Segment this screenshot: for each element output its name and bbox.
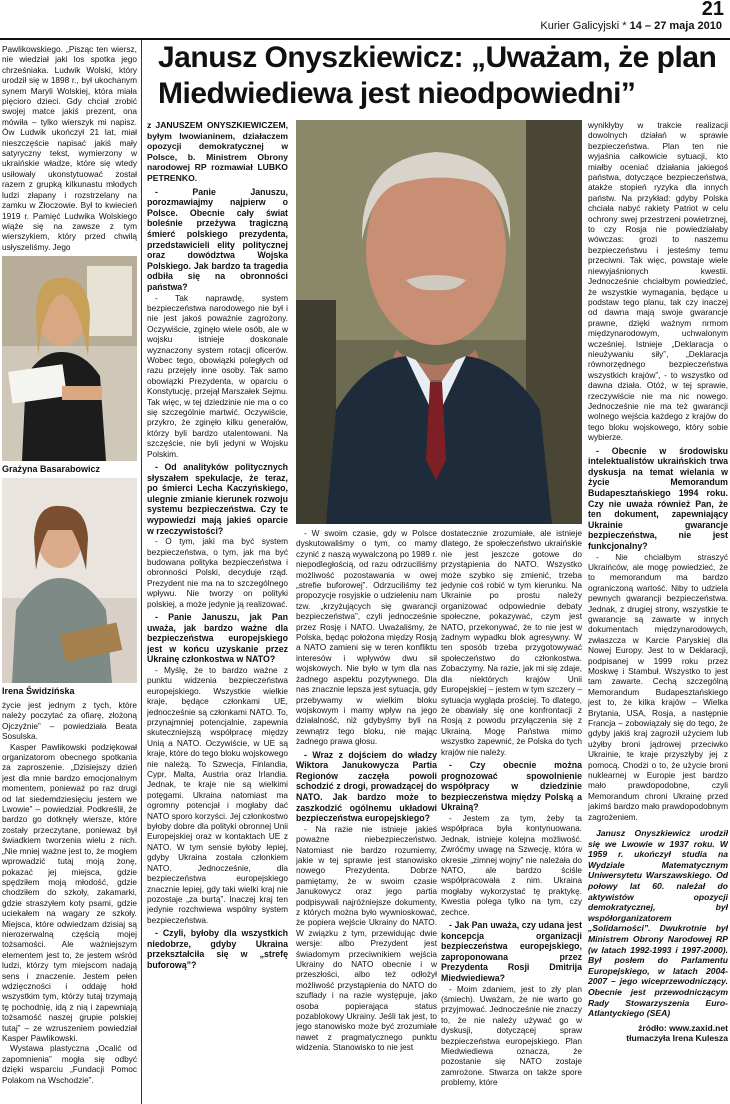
article-intro: z JANUSZEM ONYSZKIEWICZEM, byłym lwowianinem, działaczem opozycji demokratycznej w Polsce, b. Ministrem Obrony narodowej RP rozmawiał LUBKO PETRENKO.	[147, 120, 288, 183]
answer-7: - Moim zdaniem, jest to zły plan (śmiech). Uważam, że nie warto go przyjmować. Jednocześnie nie znaczy to, że nie należy używać go w dyskusji, dotyczącej spraw bezpieczeństwa europejskiego. Plan Miedwiediewa oznacza, że pozostanie się NATO zostaje zamrożone. Stwarza on także spore problemy, które	[441, 983, 582, 1088]
question-7: - Jak Pan uważa, czy udana jest koncepcja organizacji bezpieczeństwa europejskiego, zaproponowana przez Prezydenta Rosji Dmitrija Miedwiediewa?	[441, 919, 582, 983]
left-column-bottom	[2, 700, 137, 1104]
question-1: - Panie Januszu, porozmawiajmy najpierw o Polsce. Obecnie cały świat boleśnie przeżywa tragiczną śmierć polskiego prezydenta, przedstawicieli elity politycznej oraz dowództwa Wojska Polskiego. Jak bardzo ta tragedia odbiła się na obronności państwa?	[147, 186, 288, 292]
left-para-3: Kasper Pawlikowski podziękował organizatorom obecnego spotkania za zaproszenie. „Dzisiejszy dzień jest dla mnie bardzo emocjonalnym momentem, ponieważ po raz drugi od lat siedemdziesięciu jestem we Lwowie” – powiedział. Podkreślił, że bardzo go dotknęły wiersze, które zostały przeczytane, ponieważ był świadkiem tworzenia wielu z nich. „Nie mniej ważne jest to, że mogłem wprowadzić tutaj moją żonę, pokazać jej miejsca, gdzie spędziłem moją młodość, gdzie chodziłem do szkoły, zakamarki, gdzie straszyłem koty psami, gdzie uciekałem na wagary ze szkoły. Miejsca, które odwiedzam dzisiaj są nierozerwalną częścią mojej tożsamości. Ale ważniejszym elementem jest to, że jestem wśród ludzi, którzy tym miejscom nadają sens i znaczenie. Jestem pełen wdzięczności i oddaję hołd wszystkim tym, którzy tutaj trzymają tę pochodnię, idą z nią i zapewniają tożsamość naszej grupie polskiej tutaj” – ze wzruszeniem powiedział Kasper Pawlikowski.	[2, 741, 137, 1043]
author-bio: Janusz Onyszkiewicz urodził się we Lwowie w 1937 roku. W 1959 r. ukończył studia na Wydziale Matematycznym Uniwersytetu Warszawskiego. Od połowy lat 60. należał do aktywistów opozycji demokratycznej, był współorganizatorem „Solidarności”. Dwukrotnie był Ministrem Obrony Narodowej RP (w latach 1992-1993 i 1997-2000). Był posłem do Parlamentu Europejskiego, w latach 2004-2007 – jego wiceprzewodniczący. Obecnie jest przewodniczącym Rady Stowarzyszenia Euro-Atlantyckiego (SEA)	[588, 828, 728, 1019]
answer-5-continued: dostatecznie zrozumiałe, ale istnieje dlatego, że społeczeństwo ukraińskie nie jest jeszcze gotowe do przystąpienia do NATO. Wszystko może szybko się zmienić, trzeba jedynie coś robić w tym kierunku. Na Ukrainie po prostu należy organizować odpowiednie debaty społeczne, pokazywać, czym jest NATO, przekonywać, że to nie jest w żadnym wypadku blok agresywny. W ten sposób trzeba przygotowywać społeczeństwo do członkostwa. Zobaczymy. Na razie, jak mi się zdaje, dla niektórych krajów Unii Europejskiej – jestem w tym szczery – sytuacja wygląda prościej. To dlatego, że obawiały się one konfrontacji z Rosją z powodu przyłączenia się z Ukrainą. Mogę Państwa mimo wszystko zapewnić, że Polska do tych krajów nie należy.	[441, 528, 582, 757]
article-column-4	[588, 120, 728, 1104]
answer-6: - Jestem za tym, żeby ta współpraca była kontynuowana. Jednak, istnieje kolejna możliwość. Zwróćmy uwagę na Szwecję, która w okresie „zimnej wojny” nie należała do NATO, ale bardzo ściśle współpracowała z nim. Ukraina mogłaby wykorzystać tę praktykę. Kwestia polega tylko na tym, czy zechce.	[441, 812, 582, 917]
article-column-2	[296, 528, 437, 1104]
photo-irena-swidzinska	[2, 478, 137, 683]
page-number: 21	[701, 0, 724, 20]
caption-grazyna-basarabowicz: Grażyna Basarabowicz	[2, 464, 101, 474]
question-8: - Obecnie w środowisku intelektualistów ukraińskich trwa dyskusja na temat wielania w życie Memorandum Budapesztańskiego 1994 roku. Czy nie uważa również Pan, że ten dokument, zapewniający Ukrainie gwarancje bezpieczeństwa, nie jest funkcjonalny?	[588, 445, 728, 551]
answer-4: - W swoim czasie, gdy w Polsce dyskutowaliśmy o tym, co mamy czynić z naszą wywalczoną po 1989 r. niepodległością, od razu odrzuciliśmy możliwość pozostawania w owej „strefie buforowej”. Odrzuciliśmy też propozycje rosyjskie o udzieleniu nam tzw. „krzyżujących się gwarancji bezpieczeństwa”, czyli jednocześnie przez Rosję i NATO. Uważaliśmy, że Polska, będąc położona między Rosją a NATO zamieni się w teren konfliktu interesów i wpływów dwu sił wojskowych. Nie było w tym dla nas żadnego aspektu pozytywnego. Dla nas znacznie lepsza jest sytuacja, gdy przebywamy w wielkim bloku wojskowym i mamy wpływ na jego działalność, niż gdybyśmy byli na zewnątrz tego bloku, nie mając żadnego prawa głosu.	[296, 528, 437, 747]
publication-line: Kurier Galicyjski * 14 – 27 maja 2010	[540, 20, 722, 32]
left-column-top	[2, 44, 137, 254]
question-4: - Czyli, byłoby dla wszystkich niedobrze, gdyby Ukraina przekształciła się w „strefę buforową”?	[147, 928, 288, 970]
publication-name: Kurier Galicyjski	[540, 20, 620, 32]
question-5: - Wraz z dojściem do władzy Wiktora Janukowycza Partia Regionów zaczęła powoli schodzić z drogi, prowadzącej do NATO. Jak bardzo może to zaszkodzić ogólnemu układowi bezpieczeństwa europejskiego?	[296, 749, 437, 824]
caption-irena-swidzinska: Irena Świdzińska	[2, 686, 75, 696]
question-2: - Od analityków politycznych słyszałem spekulacje, że teraz, po śmierci Lecha Kaczyńskiego, ulegnie zmianie kierunek rozwoju systemu bezpieczeństwa. Czy te wypowiedzi mają jakieś oparcie w rzeczywistości?	[147, 462, 288, 536]
answer-8: - Nie chciałbym straszyć Ukraińców, ale mogę powiedzieć, że to memorandum ma bardzo ograniczoną wartość. Niby to udziela pewnych gwarancji bezpieczeństwa. Jednak, z drugiej strony, wszystkie te gwarancje są zawarte w innych dokumentach międzynarodowych, zwłaszcza w Karcie Paryskiej dla Nowej Europy. Jest to w Deklaracji, podpisanej w 1999 roku przez Moskwę i Stambuł. Wszystko to jest tam zawarte. Cechą szczególną Memorandum Budapesztańskiego jest to, że kilka krajów – Wielka Brytania, USA, Rosja, a następnie Francja – zobowiązały się do tego, że gdyby jakiś kraj zagroził użyciem lub użyłby broni jądrowej przeciwko Ukrainie, te kraje przyszłyby jej z pomocą. Chodzi o to, że użycie broni nuklearnej w Europie jest bardzo mało prawdopodobne, czyli Memorandum chroni Ukrainę przed jakimś bardzo mało prawdopodobnym zagrożeniem.	[588, 551, 728, 822]
left-para-1: Pawlikowskiego. „Pisząc ten wiersz, nie wiedział jaki los spotka jego chrześniaka. Ludwik Wolski, który urodził się w 1898 r., był ukochanym synem Maryli Wolskiej, która miała pięcioro dzieci. Gdy chciał zrobić swojej matce jakiś prezent, ona mówiła – tylko wierszyk mi napisz. Ów Ludwik ukończył 21 lat, miał nieszczęście napisać jakiś mały satyryczny tekst, wymierzony w ukraińskie władze, które się wtedy usiłowały ukonstytuować został razem z grupką kilkunastu młodych ludzi złapany i rozstrzelany na zamku w Złoczowie. Był to kwiecień 1919 r. Pamięć Ludwika Wolskiego wiąże się na zawsze z tym wierszykiem, który przed chwilą usłyszeliśmy. Jego	[2, 44, 137, 252]
article-source: źródło: www.zaxid.net	[638, 1022, 728, 1033]
translator-credit: tłumaczyła Irena Kulesza	[626, 1033, 728, 1044]
issue-date: 14 – 27 maja 2010	[629, 20, 722, 32]
answer-1: - Tak naprawdę, system bezpieczeństwa narodowego nie był i nie jest jakoś poważnie zagrożony. Oczywiście, zginęło wiele osób, ale w wojsku istnieje doskonale wyznaczony system rotacji oficerów. Wobec tego, obowiązki poległych od razu przejęły inne osoby. Tak samo obowiązki Prezydenta, w oparciu o Konstytucję, przejął Marszałek Sejmu. Tak więc, w tej dziedzinie nie ma o co się szczególnie martwić. Oczywiście, przykro, że zginęło kilku generałów, którzy byli bardzo utalentowani. Na szczęście, nie byli jedyni w Wojsku Polskim.	[147, 292, 288, 459]
left-para-2: życie jest jednym z tych, które należy poczytać za ofiarę, złożoną Ojczyźnie” – powiedziała Beata Sosulska.	[2, 700, 137, 742]
column-divider	[141, 40, 142, 1104]
page-header	[0, 0, 730, 40]
left-para-4: Wystawa plastyczna „Ocalić od zapomnienia” mogła się odbyć dzięki wsparciu „Fundacji Pomoc Polakom na Wschodzie”.	[2, 1043, 137, 1085]
question-6: - Czy obecnie można prognozować spowolnienie współpracy w dziedzinie bezpieczeństwa między Polską a Ukrainą?	[441, 759, 582, 813]
answer-2: - O tym, jaki ma być system bezpieczeństwa, o tym, jak ma być budowana polityka bezpieczeństwa i obronności Polski, decyduje rząd. Prezydent nie ma na to szczególnego wpływu. Nie tworzy on polityki polskiej, a może jedynie ją realizować.	[147, 536, 288, 609]
article-column-3	[441, 528, 582, 1104]
answer-3: - Myślę, że to bardzo ważne z punktu widzenia bezpieczeństwa europejskiego. Wszystkie wielkie kraje, będące członkami UE, jednocześnie są członkami NATO. To, przynajmniej potencjalnie, zapewnia skuteczniejszą współpracę między Unią a NATO. Oczywiście, w UE są kraje, które do tego bloku wojskowego nie należą. To Szwecja, Finlandia, Cypr, Malta, Austria oraz Irlandia. Jednak, te kraje nie są wielkimi potęgami. Ukraina natomiast ma ogromny potencjał i mogłaby dać NATO sporo korzyści. Jej członkostwo byłoby dobre dla polityki obronnej Unii Europejskiej oraz w kontaktach UE z NATO. W tym sensie byłoby lepiej, gdyby Ukraina została członkiem NATO. Jednocześnie, dla bezpieczeństwa europejskiego znacznie lepiej, gdy taki wielki kraj nie pozostaje „za burtą”. Inaczej kraj ten jedynie rozchwiewa wspólny system bezpieczeństwa.	[147, 664, 288, 925]
article-headline	[148, 40, 726, 117]
answer-5: - Na razie nie istnieje jakieś poważne niebezpieczeństwo. Natomiast nie bardzo rozumiemy, jakie w tej sprawie jest stanowisko nowego Prezydenta. Dobrze pamiętamy, że w swoim czasie Janukowycz oraz jego partia podpisywali najróżniejsze dokumenty, z których można było wywnioskować, że popiera wejście Ukrainy do NATO. W związku z tym, przewidując dwie wersje: albo Prezydent jest świadomym przeciwnikiem wejścia Ukrainy do NATO obecnie i w przeszłości, albo też odłożył możliwość przystąpienia do NATO do szuflady i na razie występuje, jako osoba popierająca status pozablokowy Ukrainy. Jeśli tak jest, to jego stanowisko może być zrozumiałe nawet z pragmatycznego punktu widzenia. Stanowisko to nie jest	[296, 823, 437, 1053]
photo-grazyna-basarabowicz	[2, 256, 137, 461]
headline-line-2: Miedwiediewa jest nieodpowiedni”	[158, 77, 636, 110]
answer-7-continued: wynikłyby w trakcie realizacji dowolnych działań w sprawie bezpieczeństwa. Plan ten nie wyjaśnia całkowicie sytuacji, kto miałby oceniać działania jakiegoś państwa, dotyczące bezpieczeństwa, atakże stopień ryzyka dla innych państw. Na przykład: gdyby Polska chciała nabyć rakiety Patriot w celu ochrony swej przestrzeni powietrznej, to czy Rosja nie powiedziałaby wówczas: grozi to naszemu bezpieczeństwu i jesteśmy temu przeciwni. Tak więc, powstaje wiele niewyjaśnionych kwestii. Jednocześnie chciałbym powiedzieć, że wszystkie wymagania, będące u podstaw tego planu, tak czy inaczej od dawna mają swoje gwarancje prawne, dzięki ważnym nrmom międzynarodowym, uchwalonym wcześniej. Istnieje „Deklaracja o nieużywaniu siły”, „Deklaracja równorzędnego bezpieczeństwa wszystkich krajów”, - to wszystko od dawna działa. Otóż, w tej sprawie, rzeczywiście nie ma nic nowego. Jednocześnie nie ma też gwarancji wolnego wejścia każdego z krajów do tego bloku wojskowego, który sobie wybierze.	[588, 120, 728, 443]
headline-line-1: Janusz Onyszkiewicz: „Uważam, że plan	[158, 41, 717, 74]
article-column-1	[147, 120, 288, 1104]
photo-janusz-onyszkiewicz	[296, 120, 582, 524]
question-3: - Panie Januszu, jak Pan uważa, jak bardzo ważne dla bezpieczeństwa europejskiego jest w końcu uzyskanie przez Ukrainę członkostwa w NATO?	[147, 612, 288, 665]
